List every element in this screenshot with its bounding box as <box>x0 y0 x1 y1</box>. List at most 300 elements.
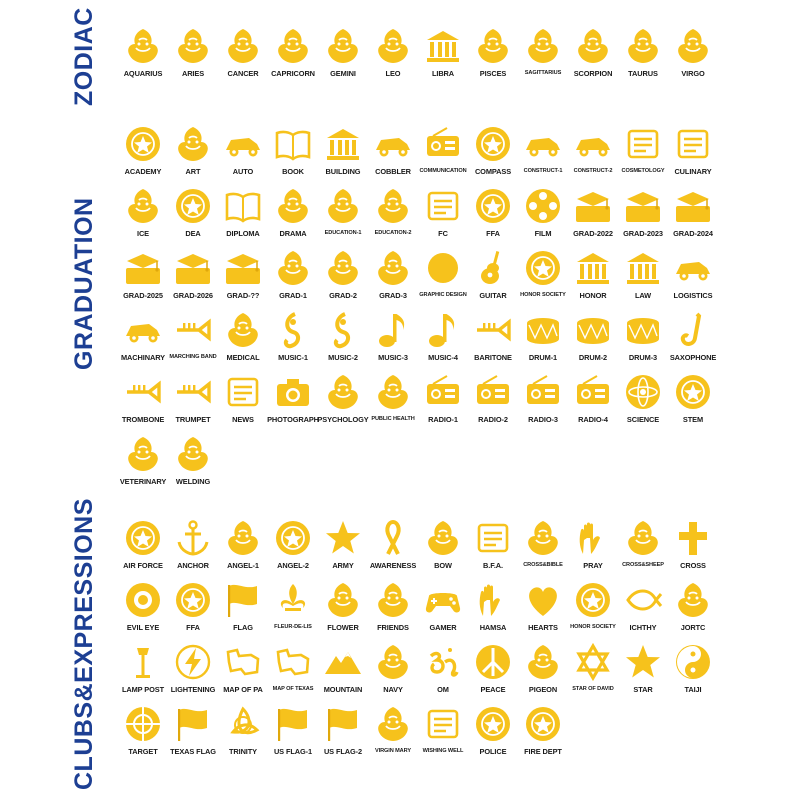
honor-icon <box>573 248 613 288</box>
construct-1-icon <box>523 124 563 164</box>
capricorn-icon <box>273 26 313 66</box>
icon-label: SCORPION <box>573 69 613 78</box>
icon-tile[interactable] <box>118 518 168 580</box>
icon-label: FFA <box>186 623 200 632</box>
icon-label: MAP OF TEXAS <box>272 686 314 692</box>
icon-tile[interactable] <box>518 124 568 186</box>
education-2-icon <box>373 186 413 226</box>
icon-label: PEACE <box>480 685 506 694</box>
icon-row <box>118 310 718 372</box>
icon-row <box>118 372 718 434</box>
book-icon <box>273 124 313 164</box>
pigeon-icon <box>523 642 563 682</box>
icon-tile[interactable] <box>618 124 668 186</box>
icon-label: COSMETOLOGY <box>621 168 665 174</box>
icon-tile[interactable] <box>418 248 468 310</box>
icon-tile[interactable] <box>568 642 618 704</box>
icon-tile[interactable] <box>168 372 218 434</box>
fc-icon <box>423 186 463 226</box>
icon-tile[interactable] <box>368 704 418 766</box>
icon-tile[interactable] <box>168 186 218 248</box>
logistics-icon <box>673 248 713 288</box>
navy-icon <box>373 642 413 682</box>
icon-tile[interactable] <box>118 434 168 496</box>
icon-tile[interactable] <box>568 186 618 248</box>
education-1-icon <box>323 186 363 226</box>
icon-label: SCIENCE <box>626 415 660 424</box>
icon-tile[interactable] <box>618 248 668 310</box>
taurus-icon <box>623 26 663 66</box>
honor-society-icon <box>523 248 563 288</box>
guitar-icon <box>473 248 513 288</box>
culinary-icon <box>673 124 713 164</box>
dea-icon <box>173 186 213 226</box>
icon-label: MOUNTAIN <box>323 685 363 694</box>
icon-tile[interactable] <box>318 248 368 310</box>
icon-label: JORTC <box>680 623 706 632</box>
grid-zodiac <box>118 26 718 88</box>
grad-cap-2026-icon <box>173 248 213 288</box>
icon-tile[interactable] <box>618 580 668 642</box>
icon-label: HAMSA <box>479 623 507 632</box>
icon-label: ICHTHY <box>629 623 657 632</box>
icon-tile[interactable] <box>668 372 718 434</box>
icon-tile[interactable] <box>418 26 468 88</box>
icon-tile[interactable] <box>368 26 418 88</box>
icon-tile[interactable] <box>568 26 618 88</box>
cross-sheep-icon <box>623 518 663 558</box>
icon-tile[interactable] <box>168 518 218 580</box>
icon-tile[interactable] <box>568 124 618 186</box>
icon-label: FLOWER <box>327 623 359 632</box>
welding-icon <box>173 434 213 474</box>
icon-tile[interactable] <box>168 580 218 642</box>
icon-label: HONOR <box>579 291 607 300</box>
icon-label: HONOR SOCIETY <box>520 292 566 298</box>
icon-label: RADIO-3 <box>528 415 558 424</box>
icon-label: LAMP POST <box>121 685 165 694</box>
icon-tile[interactable] <box>518 580 568 642</box>
icon-label: CROSS <box>680 561 706 570</box>
icon-label: OM <box>437 685 449 694</box>
icon-tile[interactable] <box>668 248 718 310</box>
icon-label: PIGEON <box>528 685 558 694</box>
icon-tile[interactable] <box>118 372 168 434</box>
icon-tile[interactable] <box>368 580 418 642</box>
icon-label: FLEUR-DE-LIS <box>274 624 312 630</box>
ichthy-icon <box>623 580 663 620</box>
icon-label: DIPLOMA <box>226 229 260 238</box>
icon-label: FLAG <box>233 623 253 632</box>
music-4-icon <box>423 310 463 350</box>
icon-tile[interactable] <box>468 580 518 642</box>
pisces-icon <box>473 26 513 66</box>
icon-label: TAIJI <box>684 685 702 694</box>
icon-tile[interactable] <box>418 186 468 248</box>
radio-2-icon <box>473 372 513 412</box>
map-texas-icon <box>273 642 313 682</box>
section-title-graduation: GRADUATION <box>70 197 98 370</box>
icon-tile[interactable] <box>268 124 318 186</box>
icon-label: FILM <box>534 229 552 238</box>
icon-tile[interactable] <box>318 26 368 88</box>
icon-label: RADIO-2 <box>478 415 508 424</box>
icon-tile[interactable] <box>168 26 218 88</box>
icon-label: FRIENDS <box>377 623 409 632</box>
icon-row <box>118 434 718 496</box>
icon-tile[interactable] <box>368 372 418 434</box>
icon-tile[interactable] <box>118 124 168 186</box>
icon-tile[interactable] <box>468 704 518 766</box>
graphic-design-icon <box>423 248 463 288</box>
icon-tile[interactable] <box>568 580 618 642</box>
icon-tile[interactable] <box>668 518 718 580</box>
icon-tile[interactable] <box>468 26 518 88</box>
cross-icon <box>673 518 713 558</box>
icon-tile[interactable] <box>418 704 468 766</box>
icon-tile[interactable] <box>168 704 218 766</box>
icon-label: ANGEL-2 <box>277 561 309 570</box>
icon-tile[interactable] <box>618 26 668 88</box>
icon-tile[interactable] <box>468 518 518 580</box>
icon-label: CAPRICORN <box>271 69 315 78</box>
icon-tile[interactable] <box>618 642 668 704</box>
icon-tile[interactable] <box>318 704 368 766</box>
icon-tile[interactable] <box>618 310 668 372</box>
icon-tile[interactable] <box>668 642 718 704</box>
construct-2-icon <box>573 124 613 164</box>
icon-tile[interactable] <box>468 372 518 434</box>
icon-tile[interactable] <box>318 580 368 642</box>
icon-label: GRAD-2024 <box>673 229 713 238</box>
icon-tile[interactable] <box>218 26 268 88</box>
icon-tile[interactable] <box>118 248 168 310</box>
icon-tile[interactable] <box>218 518 268 580</box>
icon-label: EVIL EYE <box>126 623 160 632</box>
icon-label: GRAD-2023 <box>623 229 663 238</box>
star-of-david-icon <box>573 642 613 682</box>
icon-tile[interactable] <box>518 704 568 766</box>
icon-label: AIR FORCE <box>123 561 163 570</box>
cobbler-icon <box>373 124 413 164</box>
icon-label: AUTO <box>232 167 254 176</box>
icon-label: BOOK <box>282 167 304 176</box>
icon-tile[interactable] <box>418 580 468 642</box>
icon-label: GRAD-2025 <box>123 291 163 300</box>
icon-label: LIGHTENING <box>170 685 216 694</box>
icon-label: VIRGIN MARY <box>375 748 411 754</box>
map-pa-icon <box>223 642 263 682</box>
texas-flag-icon <box>173 704 213 744</box>
icon-row <box>118 124 718 186</box>
icon-label: LOGISTICS <box>673 291 713 300</box>
leo-icon <box>373 26 413 66</box>
icon-tile[interactable] <box>418 642 468 704</box>
icon-label: GRAD-?? <box>226 291 260 300</box>
radio-4-icon <box>573 372 613 412</box>
icon-label: PHOTOGRAPH <box>267 415 319 424</box>
icon-label: CROSS&BIBLE <box>523 562 563 568</box>
icon-tile[interactable] <box>368 124 418 186</box>
saxophone-icon <box>673 310 713 350</box>
icon-label: RADIO-1 <box>428 415 458 424</box>
icon-label: STEM <box>682 415 704 424</box>
icon-label: WELDING <box>175 477 211 486</box>
icon-tile[interactable] <box>118 26 168 88</box>
music-1-icon <box>273 310 313 350</box>
icon-tile[interactable] <box>218 248 268 310</box>
icon-tile[interactable] <box>218 186 268 248</box>
virgo-icon <box>673 26 713 66</box>
icon-tile[interactable] <box>418 124 468 186</box>
icon-label: AWARENESS <box>369 561 417 570</box>
icon-tile[interactable] <box>168 310 218 372</box>
icon-tile[interactable] <box>568 248 618 310</box>
icon-tile[interactable] <box>618 186 668 248</box>
bfa-icon <box>473 518 513 558</box>
target-icon <box>123 704 163 744</box>
icon-tile[interactable] <box>668 124 718 186</box>
icon-tile[interactable] <box>568 310 618 372</box>
icon-tile[interactable] <box>518 518 568 580</box>
icon-label: GRAD-2026 <box>173 291 213 300</box>
hamsa-icon <box>473 580 513 620</box>
icon-tile[interactable] <box>668 26 718 88</box>
building-icon <box>323 124 363 164</box>
friends-icon <box>373 580 413 620</box>
photograph-icon <box>273 372 313 412</box>
icon-label: GRAD-2 <box>329 291 357 300</box>
icon-tile[interactable] <box>268 372 318 434</box>
bow-icon <box>423 518 463 558</box>
ffa-icon <box>473 186 513 226</box>
icon-label: FFA <box>486 229 500 238</box>
icon-tile[interactable] <box>468 248 518 310</box>
icon-label: TAURUS <box>628 69 658 78</box>
icon-label: GEMINI <box>330 69 356 78</box>
icon-tile[interactable] <box>268 704 318 766</box>
libra-icon <box>423 26 463 66</box>
icon-tile[interactable] <box>568 372 618 434</box>
icon-tile[interactable] <box>218 704 268 766</box>
icon-tile[interactable] <box>118 310 168 372</box>
icon-tile[interactable] <box>168 434 218 496</box>
baritone-icon <box>473 310 513 350</box>
icon-label: COMMUNICATION <box>419 168 467 174</box>
trinity-icon <box>223 704 263 744</box>
virgin-mary-icon <box>373 704 413 744</box>
icon-tile[interactable] <box>318 186 368 248</box>
icon-tile[interactable] <box>118 642 168 704</box>
icon-label: ANCHOR <box>177 561 209 570</box>
psychology-icon <box>323 372 363 412</box>
grad-cap-2022-icon <box>573 186 613 226</box>
icon-tile[interactable] <box>668 580 718 642</box>
drum-2-icon <box>573 310 613 350</box>
icon-tile[interactable] <box>518 186 568 248</box>
icon-tile[interactable] <box>368 518 418 580</box>
jortc-icon <box>673 580 713 620</box>
icon-row <box>118 704 718 766</box>
icon-label: MUSIC-3 <box>378 353 408 362</box>
icon-tile[interactable] <box>218 310 268 372</box>
icon-tile[interactable] <box>168 124 218 186</box>
music-3-icon <box>373 310 413 350</box>
radio-1-icon <box>423 372 463 412</box>
icon-label: WISHING WELL <box>422 748 464 754</box>
icon-tile[interactable] <box>268 186 318 248</box>
icon-label: LEO <box>385 69 401 78</box>
scorpion-icon <box>573 26 613 66</box>
icon-label: GRAPHIC DESIGN <box>419 292 467 298</box>
icon-tile[interactable] <box>268 580 318 642</box>
icon-tile[interactable] <box>668 186 718 248</box>
dance-icon <box>123 186 163 226</box>
icon-tile[interactable] <box>368 186 418 248</box>
cosmetology-icon <box>623 124 663 164</box>
icon-tile[interactable] <box>218 124 268 186</box>
icon-tile[interactable] <box>518 248 568 310</box>
icon-label: VETERINARY <box>119 477 167 486</box>
icon-label: ARIES <box>181 69 205 78</box>
gamer-icon <box>423 580 463 620</box>
fleur-de-lis-icon <box>273 580 313 620</box>
icon-label: EDUCATION-1 <box>324 230 362 236</box>
drum-1-icon <box>523 310 563 350</box>
icon-tile[interactable] <box>418 372 468 434</box>
icon-tile[interactable] <box>618 518 668 580</box>
icon-label: COBBLER <box>375 167 411 176</box>
section-title-zodiac: ZODIAC <box>70 7 98 106</box>
icon-tile[interactable] <box>268 642 318 704</box>
icon-tile[interactable] <box>318 124 368 186</box>
icon-tile[interactable] <box>168 248 218 310</box>
icon-tile[interactable] <box>468 124 518 186</box>
icon-tile[interactable] <box>318 372 368 434</box>
art-icon <box>173 124 213 164</box>
icon-label: CONSTRUCT-2 <box>573 168 613 174</box>
drama-icon <box>273 186 313 226</box>
icon-tile[interactable] <box>518 26 568 88</box>
film-icon <box>523 186 563 226</box>
public-health-icon <box>373 372 413 412</box>
grid-clubs-expressions <box>118 518 718 766</box>
icon-label: CONSTRUCT-1 <box>523 168 563 174</box>
grad-3-icon <box>373 248 413 288</box>
icon-label: DEA <box>185 229 201 238</box>
icon-label: HEARTS <box>528 623 558 632</box>
icon-label: PSYCHOLOGY <box>317 415 369 424</box>
icon-label: GAMER <box>429 623 457 632</box>
icon-tile[interactable] <box>318 310 368 372</box>
icon-tile[interactable] <box>518 642 568 704</box>
icon-label: EDUCATION-2 <box>374 230 412 236</box>
icon-tile[interactable] <box>368 310 418 372</box>
icon-tile[interactable] <box>218 642 268 704</box>
angel-2-icon <box>273 518 313 558</box>
icon-label: MACHINARY <box>121 353 165 362</box>
icon-label: TARGET <box>128 747 158 756</box>
flag-icon <box>223 580 263 620</box>
icon-tile[interactable] <box>268 26 318 88</box>
icon-tile[interactable] <box>468 186 518 248</box>
icon-label: DRUM-1 <box>528 353 558 362</box>
icon-tile[interactable] <box>368 248 418 310</box>
peace-icon <box>473 642 513 682</box>
icon-tile[interactable] <box>318 642 368 704</box>
veterinary-icon <box>123 434 163 474</box>
icon-tile[interactable] <box>668 310 718 372</box>
icon-tile[interactable] <box>618 372 668 434</box>
icon-label: NAVY <box>383 685 403 694</box>
icon-tile[interactable] <box>418 310 468 372</box>
awareness-ribbon-icon <box>373 518 413 558</box>
air-force-icon <box>123 518 163 558</box>
icon-label: GUITAR <box>479 291 507 300</box>
grid-graduation <box>118 124 718 496</box>
diploma-icon <box>223 186 263 226</box>
icon-label: GRAD-3 <box>379 291 407 300</box>
icon-label: ARMY <box>332 561 354 570</box>
icon-tile[interactable] <box>368 642 418 704</box>
icon-tile[interactable] <box>168 642 218 704</box>
icon-tile[interactable] <box>268 310 318 372</box>
icon-label: GRAD-2022 <box>573 229 613 238</box>
icon-tile[interactable] <box>518 310 568 372</box>
icon-label: BUILDING <box>325 167 361 176</box>
icon-label: MARCHING BAND <box>169 354 217 360</box>
icon-row <box>118 186 718 248</box>
grad-2-icon <box>323 248 363 288</box>
radio-3-icon <box>523 372 563 412</box>
lamp-post-icon <box>123 642 163 682</box>
icon-label: VIRGO <box>681 69 705 78</box>
icon-tile[interactable] <box>418 518 468 580</box>
icon-tile[interactable] <box>568 518 618 580</box>
honor-society-emblem-icon <box>573 580 613 620</box>
machinery-icon <box>123 310 163 350</box>
icon-tile[interactable] <box>318 518 368 580</box>
icon-row <box>118 26 718 88</box>
icon-label: TEXAS FLAG <box>170 747 216 756</box>
icon-tile[interactable] <box>268 248 318 310</box>
icon-label: US FLAG-1 <box>273 747 313 756</box>
icon-tile[interactable] <box>518 372 568 434</box>
icon-label: TROMBONE <box>121 415 165 424</box>
icon-label: DRUM-2 <box>578 353 608 362</box>
icon-tile[interactable] <box>218 580 268 642</box>
icon-label: TRUMPET <box>175 415 211 424</box>
icon-tile[interactable] <box>218 372 268 434</box>
anchor-icon <box>173 518 213 558</box>
icon-label: SAXOPHONE <box>669 353 717 362</box>
icon-row <box>118 518 718 580</box>
icon-tile[interactable] <box>118 704 168 766</box>
icon-tile[interactable] <box>468 642 518 704</box>
medical-icon <box>223 310 263 350</box>
icon-tile[interactable] <box>468 310 518 372</box>
icon-label: FIRE DEPT <box>524 747 562 756</box>
icon-label: AQUARIUS <box>123 69 163 78</box>
icon-tile[interactable] <box>118 186 168 248</box>
icon-row <box>118 642 718 704</box>
grad-cap-2024-icon <box>673 186 713 226</box>
icon-label: PRAY <box>583 561 603 570</box>
icon-tile[interactable] <box>268 518 318 580</box>
icon-label: PISCES <box>479 69 507 78</box>
icon-tile[interactable] <box>118 580 168 642</box>
icon-label: CROSS&SHEEP <box>622 562 664 568</box>
